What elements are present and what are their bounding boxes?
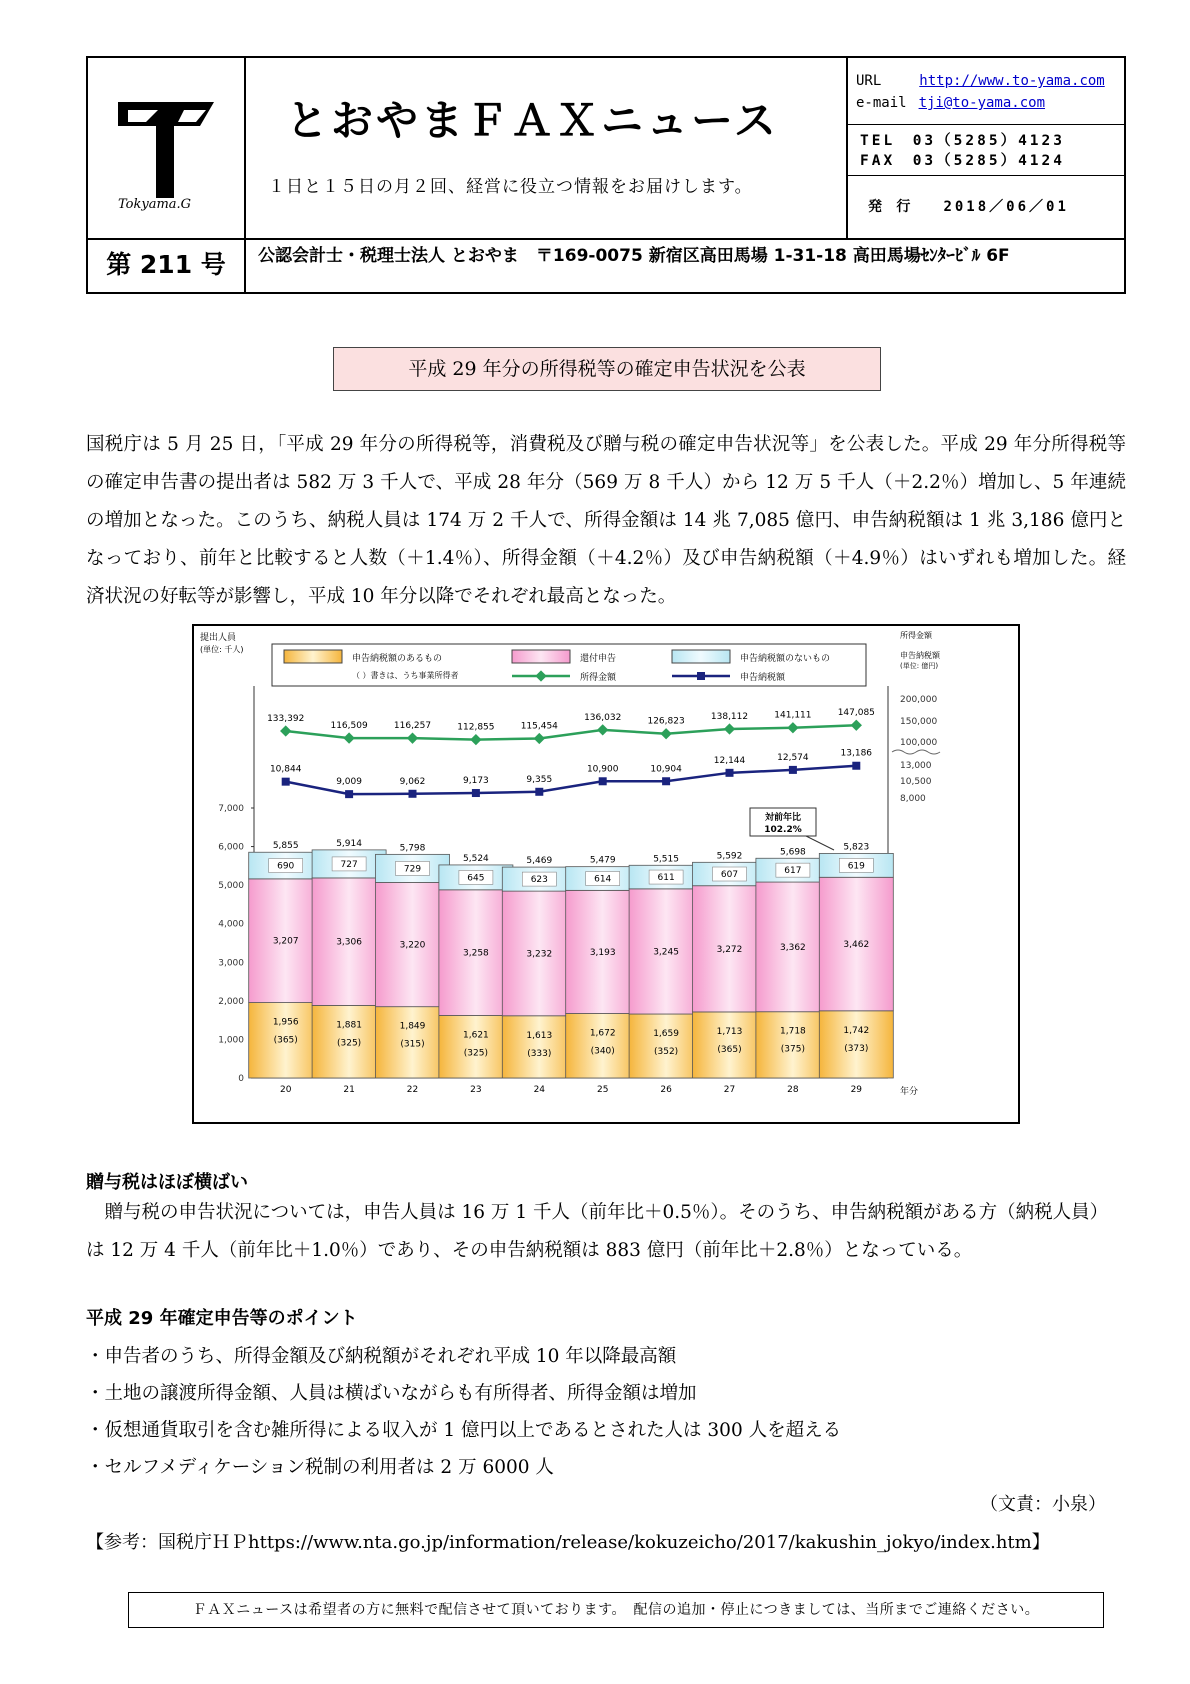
label-business-income: (352) [653,1047,679,1058]
tax-label: 12,574 [777,752,809,763]
y-tick-label: 7,000 [218,804,244,814]
right-tick-label: 200,000 [900,695,938,705]
email-link[interactable]: tji@to-yama.com [918,95,1046,111]
tax-marker [726,769,734,777]
x-tick-label: 20 [279,1085,292,1095]
label-refund: 3,306 [336,937,362,948]
label-taxpaying: 1,672 [589,1028,616,1039]
label-total: 5,515 [653,854,679,865]
fax-number: FAX 03（5285）4124 [860,153,1065,169]
bar-taxpaying [439,1015,513,1078]
x-tick-label: 25 [596,1085,609,1095]
footer-notice: ＦＡＸニュースは希望者の方に無料で配信させて頂いております。 配信の追加・停止につきましては、当所までご連絡ください。 [128,1592,1104,1628]
label-total: 5,479 [589,855,616,866]
newsletter-title: とおやまＦＡＸニュース [286,96,779,145]
label-taxpaying: 1,659 [653,1029,679,1040]
label-taxpaying: 1,718 [780,1026,806,1037]
label-total: 5,914 [336,838,362,849]
right-tick-label: 8,000 [900,794,926,804]
tax-label: 9,173 [463,776,489,787]
label-total: 5,855 [272,841,299,852]
label-total: 5,823 [843,842,870,853]
income-marker [851,720,862,731]
label-taxpaying: 1,956 [272,1017,299,1028]
y-tick-label: 3,000 [218,958,244,969]
income-marker [787,722,798,733]
income-marker [343,732,354,743]
legend-label-income: 所得金額 [580,673,617,683]
income-label: 136,032 [584,712,622,723]
label-taxpaying: 1,742 [843,1025,870,1036]
tax-marker [535,788,543,796]
tax-label: 9,062 [399,776,426,787]
phone-fax [848,124,1124,176]
issue-date [848,176,1124,238]
tax-marker [662,777,670,785]
office-address: 公認会計士・税理士法人 とおやま 〒169-0075 新宿区高田馬場 1-31-18 高田馬場ｾﾝﾀｰﾋﾞﾙ 6F [258,246,1010,266]
author-credit: （文責：小泉） [980,1494,1106,1515]
date-label: 発 行 [868,199,914,215]
label-nontax: 690 [277,861,295,872]
label-business-income: (373) [844,1043,869,1054]
income-marker [407,733,418,744]
legend-label-tax: 申告納税額 [740,673,786,683]
right-tick-label: 100,000 [900,738,938,748]
point-item: ・仮想通貨取引を含む雑所得による収入が 1 億円以上であるとされた人は 300 人を超える [86,1420,842,1441]
label-nontax: 623 [530,875,548,886]
point-item: ・土地の譲渡所得金額、人員は横ばいながらも有所得者、所得金額は増加 [86,1383,697,1404]
x-tick-label: 27 [723,1085,736,1095]
y-axis-unit: (単位: 千人) [200,645,244,654]
x-axis-unit: 年分 [900,1087,919,1097]
t-logo-icon [88,58,244,236]
label-refund: 3,193 [589,947,616,958]
label-nontax: 729 [403,864,422,875]
income-label: 141,111 [774,710,812,721]
tax-marker [282,778,290,786]
issue-row [88,238,1124,292]
income-label: 147,085 [837,708,875,719]
label-taxpaying: 1,881 [336,1020,362,1031]
gift-tax-text: 贈与税の申告状況については，申告人員は 16 万 1 千人（前年比＋0.5％）。そのうち、申告納税額がある方（納税人員）は 12 万 4 千人（前年比＋1.0％）であり、その申告納税額は 883 億円（前年比＋2.8％）となっている。 [86,1202,1109,1261]
annotation-value: 102.2% [764,825,802,835]
right-tick-label: 10,500 [900,777,932,787]
label-business-income: (325) [336,1038,362,1049]
label-nontax: 619 [847,861,865,872]
chart-svg [194,626,1018,1122]
label-total: 5,798 [399,843,426,854]
label-total: 5,469 [526,856,553,867]
label-total: 5,524 [463,853,489,864]
label-nontax: 617 [784,866,802,877]
label-total: 5,698 [780,847,806,858]
label-refund: 3,272 [716,944,743,955]
tax-marker [472,789,480,797]
label-refund: 3,362 [780,942,806,953]
x-tick-label: 24 [533,1085,546,1095]
bar-taxpaying [629,1014,703,1078]
right-axis-label2: 申告納税額 [900,651,940,660]
income-label: 133,392 [267,713,305,724]
label-taxpaying: 1,621 [463,1030,489,1041]
label-refund: 3,207 [272,936,299,947]
web-contact [856,70,1105,114]
label-refund: 3,220 [399,940,426,951]
tax-marker [599,777,607,785]
title-block [246,58,848,238]
bar-taxpaying [502,1016,576,1078]
x-tick-label: 21 [343,1085,355,1095]
label-nontax: 611 [657,873,675,884]
income-label: 112,855 [457,722,495,733]
tax-label: 9,355 [526,774,553,785]
legend-label-nontax: 申告納税額のないもの [740,654,831,664]
tax-label: 13,186 [840,748,873,759]
right-axis-unit: (単位: 億円) [900,662,939,670]
y-tick-label: 6,000 [218,842,244,853]
gift-tax-title: 贈与税はほぼ横ばい [86,1172,248,1193]
income-label: 116,257 [393,721,432,732]
point-item: ・セルフメディケーション税制の利用者は 2 万 6000 人 [86,1457,554,1478]
newsletter-subtitle: １日と１５日の月２回、経営に役立つ情報をお届けします。 [268,177,753,197]
income-label: 115,454 [520,721,558,732]
tax-label: 10,900 [586,764,619,775]
legend-note: （ ）書きは、うち事業所得者 [352,671,459,680]
label-nontax: 607 [720,870,739,881]
label-taxpaying: 1,613 [526,1030,553,1041]
tax-marker [789,766,797,774]
legend-swatch-nontax [672,650,730,663]
label-nontax: 645 [467,873,485,884]
income-marker [470,734,481,745]
points-list [86,1338,841,1486]
tax-marker [409,790,417,798]
tax-line [286,766,857,794]
contact-block [848,58,1124,238]
legend-swatch-taxpaying [284,650,342,663]
label-taxpaying: 1,713 [716,1026,743,1037]
income-marker [280,725,291,736]
income-label: 126,823 [647,716,685,727]
tax-marker [852,762,860,770]
label-business-income: (365) [273,1035,298,1046]
label-refund: 3,462 [843,940,870,951]
point-item: ・申告者のうち、所得金額及び納税額がそれぞれ平成 10 年以降最高額 [86,1346,677,1367]
website-link[interactable]: http://www.to-yama.com [919,73,1105,89]
label-refund: 3,258 [463,948,489,959]
y-axis-label: 提出人員 [200,633,237,643]
label-nontax: 614 [594,874,612,885]
newsletter-header [86,56,1126,294]
label-business-income: (333) [527,1048,552,1059]
tel-number: TEL 03（5285）4123 [860,133,1065,149]
x-tick-label: 23 [470,1085,482,1095]
tax-label: 10,844 [269,764,302,775]
right-axis-label: 所得金額 [900,631,932,640]
reference-link[interactable]: 【参考：国税庁ＨＰhttps://www.nta.go.jp/information/release/kokuzeicho/2017/kakushin_jokyo/index.htm】 [86,1532,1050,1553]
label-business-income: (365) [717,1044,742,1055]
y-tick-label: 5,000 [218,881,244,892]
x-tick-label: 29 [850,1085,863,1095]
income-marker [724,723,735,734]
email-label: e-mail [856,95,907,111]
logo-text: Tokyama.G [118,197,192,212]
label-nontax: 727 [340,859,358,870]
tax-return-chart [192,624,1020,1124]
legend-label-taxpaying: 申告納税額のあるもの [352,654,443,664]
annotation-pointer [806,836,834,850]
tax-label: 12,144 [713,755,746,766]
label-refund: 3,232 [526,949,553,960]
legend-marker-tax [697,672,705,680]
y-tick-label: 1,000 [218,1035,244,1046]
url-label: URL [856,73,882,89]
issue-number: 第 211 号 [88,240,246,294]
tax-label: 9,009 [336,777,362,788]
income-marker [597,724,608,735]
date-value: 2018／06／01 [943,199,1069,215]
label-refund: 3,245 [653,947,679,958]
legend-swatch-refund [512,650,570,663]
axis-break-mark [892,750,940,754]
income-marker [660,728,671,739]
label-business-income: (325) [463,1048,489,1059]
y-tick-label: 2,000 [218,996,244,1007]
x-tick-label: 26 [660,1085,672,1095]
annotation-title: 対前年比 [764,813,802,823]
label-taxpaying: 1,849 [399,1021,426,1032]
logo [88,58,246,238]
legend-label-refund: 還付申告 [580,654,617,664]
tax-label: 10,904 [650,764,682,775]
label-total: 5,592 [716,851,743,862]
label-business-income: (375) [780,1044,806,1055]
y-tick-label: 0 [238,1074,244,1084]
x-tick-label: 22 [406,1085,419,1095]
right-tick-label: 13,000 [900,761,932,771]
article-headline: 平成 29 年分の所得税等の確定申告状況を公表 [333,347,881,391]
intro-paragraph: 国税庁は 5 月 25 日，「平成 29 年分の所得税等，消費税及び贈与税の確定申告状況等」を公表した。平成 29 年分所得税等の確定申告書の提出者は 582 万 3 千人で、平成 28 年分（569 万 8 千人）から 12 万 5 千人（＋2.2％）増加し、5 年連続の増加となった。このうち、納税人員は 174 万 2 千人で、所得金額は 14 兆 7,085 億円、申告納税額は 1 兆 3,186 億円となっており、前年と比較すると人数（＋1.4％）、所得金額（＋4.2％）及び申告納税額（＋4.9％）はいずれも増加した。経済状況の好転等が影響し，平成 10 年分以降でそれぞれ最高となった。 [86,434,1126,607]
income-marker [534,733,545,744]
right-tick-label: 150,000 [900,717,938,727]
label-business-income: (340) [590,1046,615,1057]
x-tick-label: 28 [787,1085,799,1095]
income-line [286,722,857,739]
label-business-income: (315) [400,1039,425,1050]
tax-marker [345,790,353,798]
points-title: 平成 29 年確定申告等のポイント [86,1308,358,1329]
y-tick-label: 4,000 [218,919,244,930]
income-label: 138,112 [710,711,749,722]
income-label: 116,509 [330,721,368,732]
